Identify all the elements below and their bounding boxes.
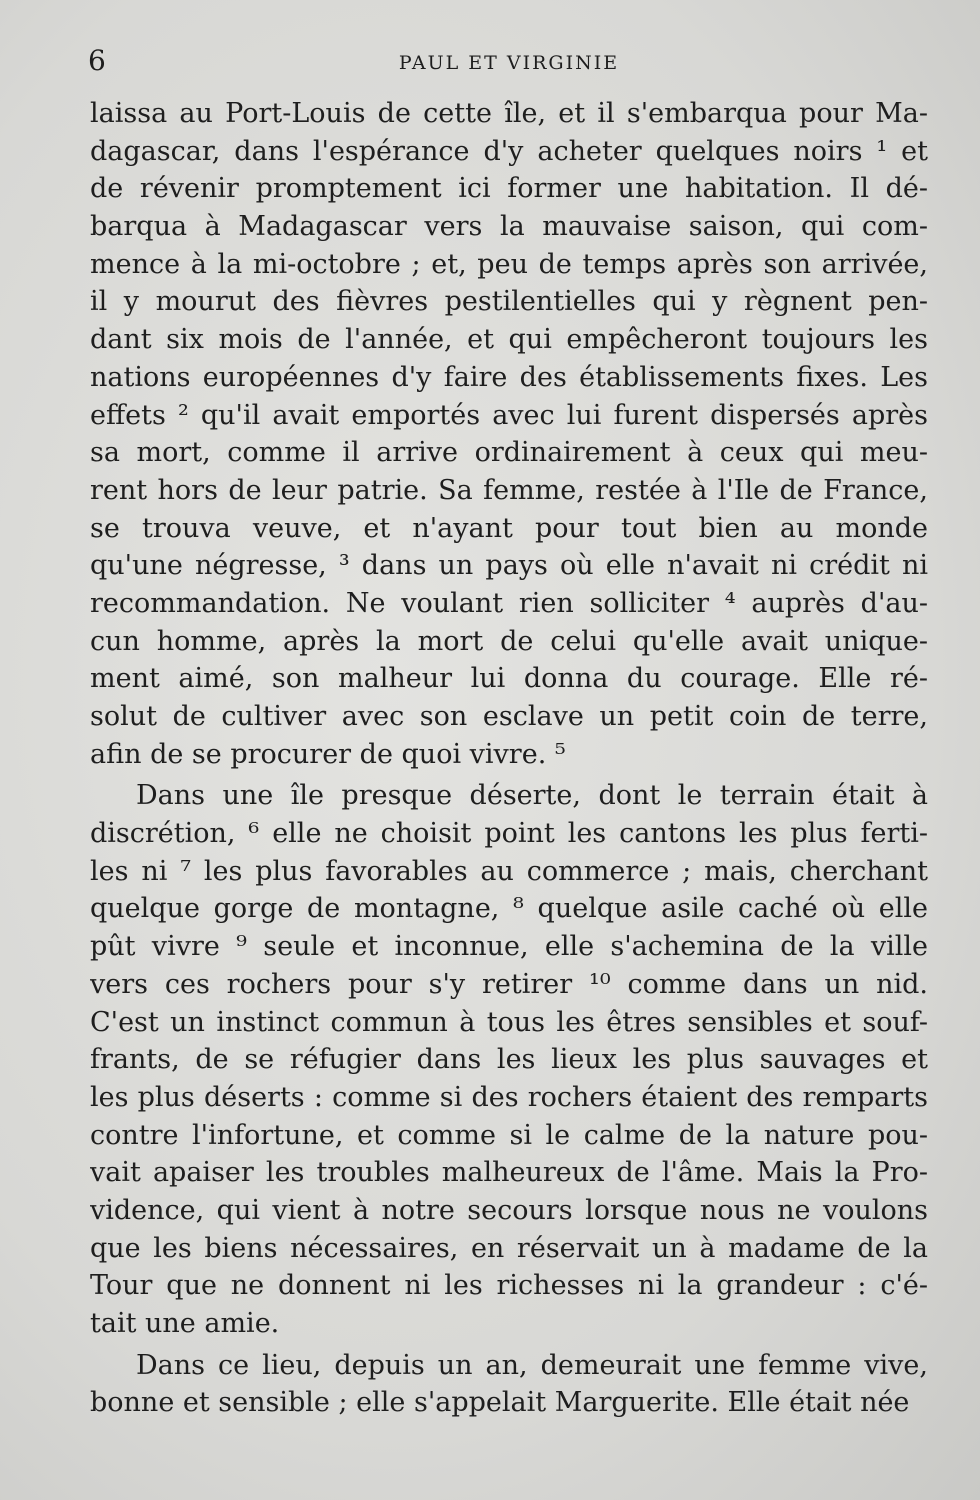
page-header [88,44,930,78]
running-title: PAUL ET VIRGINIE [398,52,620,74]
text-line: barqua à Madagascar vers la mauvaise saison, qui com- [90,211,928,243]
text-line: Dans une île presque déserte, dont le terrain était à [136,780,928,812]
text-line: laissa au Port-Louis de cette île, et il s'embarqua pour Ma- [90,98,928,129]
text-line: ment aimé, son malheur lui donna du courage. Elle ré- [90,663,928,695]
text-line: cun homme, après la mort de celui qu'elle avait unique- [90,625,928,657]
text-line: les ni ⁷ les plus favorables au commerce ; mais, cherchant [90,855,928,887]
text-line: de révenir promptement ici former une habitation. Il dé- [90,173,928,205]
text-line: bonne et sensible ; elle s'appelait Marguerite. Elle était née [90,1387,910,1419]
text-line: solut de cultiver avec son esclave un petit coin de terre, [90,701,928,732]
text-line: dagascar, dans l'espérance d'y acheter quelques noirs ¹ et [90,135,928,167]
paragraph [90,1347,928,1422]
text-line: C'est un instinct commun à tous les êtres sensibles et souf- [90,1006,928,1038]
text-line: mence à la mi-octobre ; et, peu de temps après son arrivée, [90,248,928,280]
text-line: afin de se procurer de quoi vivre. ⁵ [90,738,566,770]
page-number: 6 [88,44,106,77]
text-line: vidence, qui vient à notre secours lorsque nous ne voulons [90,1194,928,1226]
text-line: tait une amie. [90,1308,280,1339]
paragraph [90,777,928,1342]
text-line: quelque gorge de montagne, ⁸ quelque asile caché où elle [90,893,928,925]
text-line: nations européennes d'y faire des établissements fixes. Les [90,361,928,393]
text-line: il y mourut des fièvres pestilentielles qui y règnent pen- [90,286,928,318]
text-line: vait apaiser les troubles malheureux de l'âme. Mais la Pro- [90,1157,928,1189]
text-line: recommandation. Ne voulant rien solliciter ⁴ auprès d'au- [90,587,928,619]
text-line: Dans ce lieu, depuis un an, demeurait une femme vive, [136,1349,928,1381]
text-line: que les biens nécessaires, en réservait un à madame de la [90,1232,928,1264]
text-line: les plus déserts : comme si des rochers étaient des remparts [90,1081,928,1113]
body-text [90,95,928,1422]
text-line: pût vivre ⁹ seule et inconnue, elle s'achemina de la ville [90,931,928,963]
text-line: sa mort, comme il arrive ordinairement à ceux qui meu- [90,437,928,469]
text-line: qu'une négresse, ³ dans un pays où elle n'avait ni crédit ni [90,550,928,582]
text-line: se trouva veuve, et n'ayant pour tout bien au monde [90,512,928,544]
text-line: effets ² qu'il avait emportés avec lui furent dispersés après [90,399,928,431]
text-line: vers ces rochers pour s'y retirer ¹⁰ comme dans un nid. [90,968,928,1000]
text-line: contre l'infortune, et comme si le calme de la nature pou- [90,1119,928,1151]
text-line: discrétion, ⁶ elle ne choisit point les cantons les plus ferti- [90,818,928,850]
text-line: Tour que ne donnent ni les richesses ni la grandeur : c'é- [90,1270,928,1302]
text-line: dant six mois de l'année, et qui empêcheront toujours les [90,324,928,356]
text-line: frants, de se réfugier dans les lieux les plus sauvages et [90,1044,928,1076]
paragraph [90,95,928,773]
text-line: rent hors de leur patrie. Sa femme, restée à l'Ile de France, [90,474,928,506]
